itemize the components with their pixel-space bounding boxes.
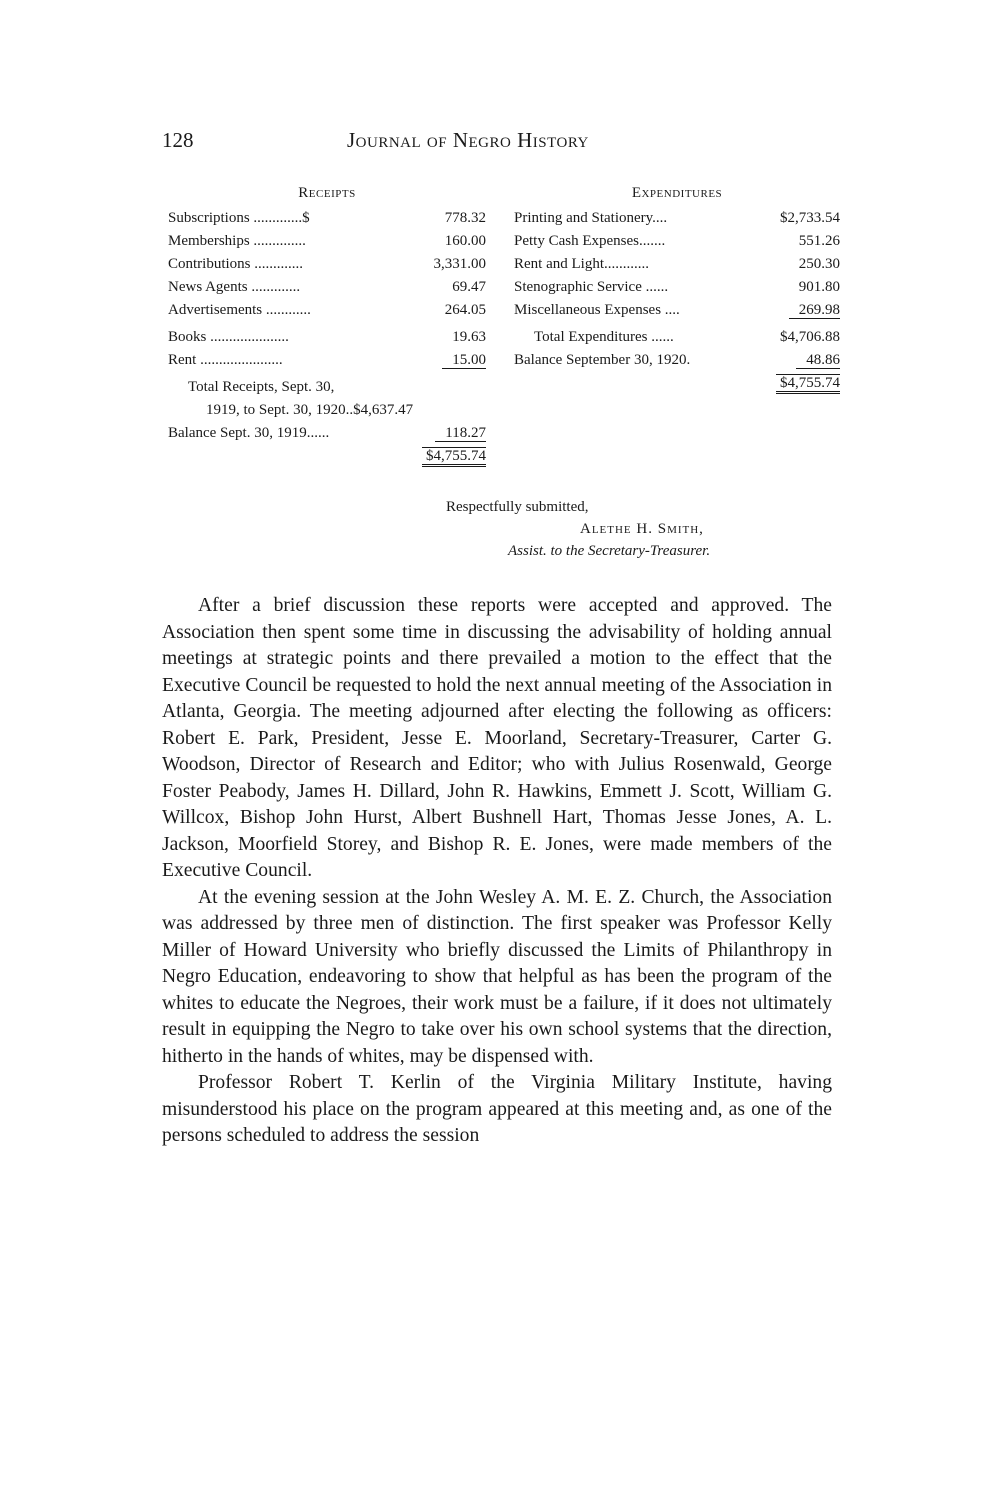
expenditures-column — [514, 182, 840, 395]
receipt-row: Contributions ............. 3,331.00 — [168, 256, 486, 272]
expenditures-balance: Balance September 30, 1920. 48.86 — [514, 352, 840, 368]
page-number: 128 — [162, 128, 194, 152]
expenditures-grand-total: $4,755.74 — [514, 372, 840, 395]
receipts-balance: Balance Sept. 30, 1919...... 118.27 — [168, 425, 486, 441]
expenditure-row: Miscellaneous Expenses .... 269.98 — [514, 302, 840, 318]
paragraph: Professor Robert T. Kerlin of the Virginia Military Institute, having misunderstood his place on the program appeared at this meeting and, as one of the persons scheduled to address the session — [162, 1072, 832, 1146]
paragraph: After a brief discussion these reports were accepted and approved. The Association then spent some time in discussing the advisability of holding annual meetings at strategic points and there prevailed a motion to the effect that the Executive Council be requested to hold the next annual meeting of the Association in Atlanta, Georgia. The meeting adjourned after electing the following as officers: Robert E. Park, President, Jesse E. Moorland, Secretary-Treasurer, Carter G. Woodson, Director of Research and Editor; who with Julius Rosenwald, George Foster Peabody, James H. Dillard, John R. Hawkins, Emmett J. Scott, William G. Willcox, Bishop John Hurst, Albert Bushnell Hart, Thomas Jesse Jones, A. L. Jackson, Moorfield Storey, and Bishop R. E. Jones, were made members of the Executive Council. — [162, 595, 832, 881]
receipt-row: News Agents ............. 69.47 — [168, 279, 486, 295]
financial-statement — [168, 182, 840, 472]
expenditure-row: Printing and Stationery.... $2,733.54 — [514, 210, 840, 226]
receipts-heading: Receipts — [298, 185, 356, 201]
receipt-row: Rent ...................... 15.00 — [168, 352, 486, 368]
receipts-total-line: 1919, to Sept. 30, 1920..$4,637.47 — [206, 402, 414, 418]
signoff-name: Alethe H. Smith, — [580, 521, 704, 537]
body-text — [162, 593, 832, 1150]
signoff-closing: Respectfully submitted, — [446, 499, 589, 515]
expenditure-row: Petty Cash Expenses....... 551.26 — [514, 233, 840, 249]
receipts-grand-total: $4,755.74 — [168, 445, 486, 468]
signoff-title: Assist. to the Secretary-Treasurer. — [508, 543, 711, 559]
expenditures-heading: Expenditures — [631, 185, 723, 201]
expenditure-row: Rent and Light............ 250.30 — [514, 256, 840, 272]
page-header — [162, 128, 842, 158]
receipts-total-line: Total Receipts, Sept. 30, — [188, 379, 335, 395]
running-title: Journal of Negro History — [347, 128, 589, 152]
receipt-row: Memberships .............. 160.00 — [168, 233, 486, 249]
expenditure-row: Stenographic Service ...... 901.80 — [514, 279, 840, 295]
paragraph: At the evening session at the John Wesley A. M. E. Z. Church, the Association was addressed by three men of distinction. The first speaker was Professor Kelly Miller of Howard University who briefly discussed the Limits of Philanthropy in Negro Education, endeavoring to show that helpful as has been the program of the whites to educate the Negroes, their work must be a failure, if it does not ultimately result in equipping the Negro to take over his own school systems that the direction, hitherto in the hands of whites, may be dispensed with. — [162, 886, 832, 1067]
receipt-row: Advertisements ............ 264.05 — [168, 302, 486, 318]
receipts-column — [168, 182, 486, 468]
receipt-row: Subscriptions .............$ 778.32 — [168, 210, 486, 226]
receipt-row: Books ..................... 19.63 — [168, 329, 486, 345]
expenditures-total: Total Expenditures ...... $4,706.88 — [534, 329, 840, 345]
